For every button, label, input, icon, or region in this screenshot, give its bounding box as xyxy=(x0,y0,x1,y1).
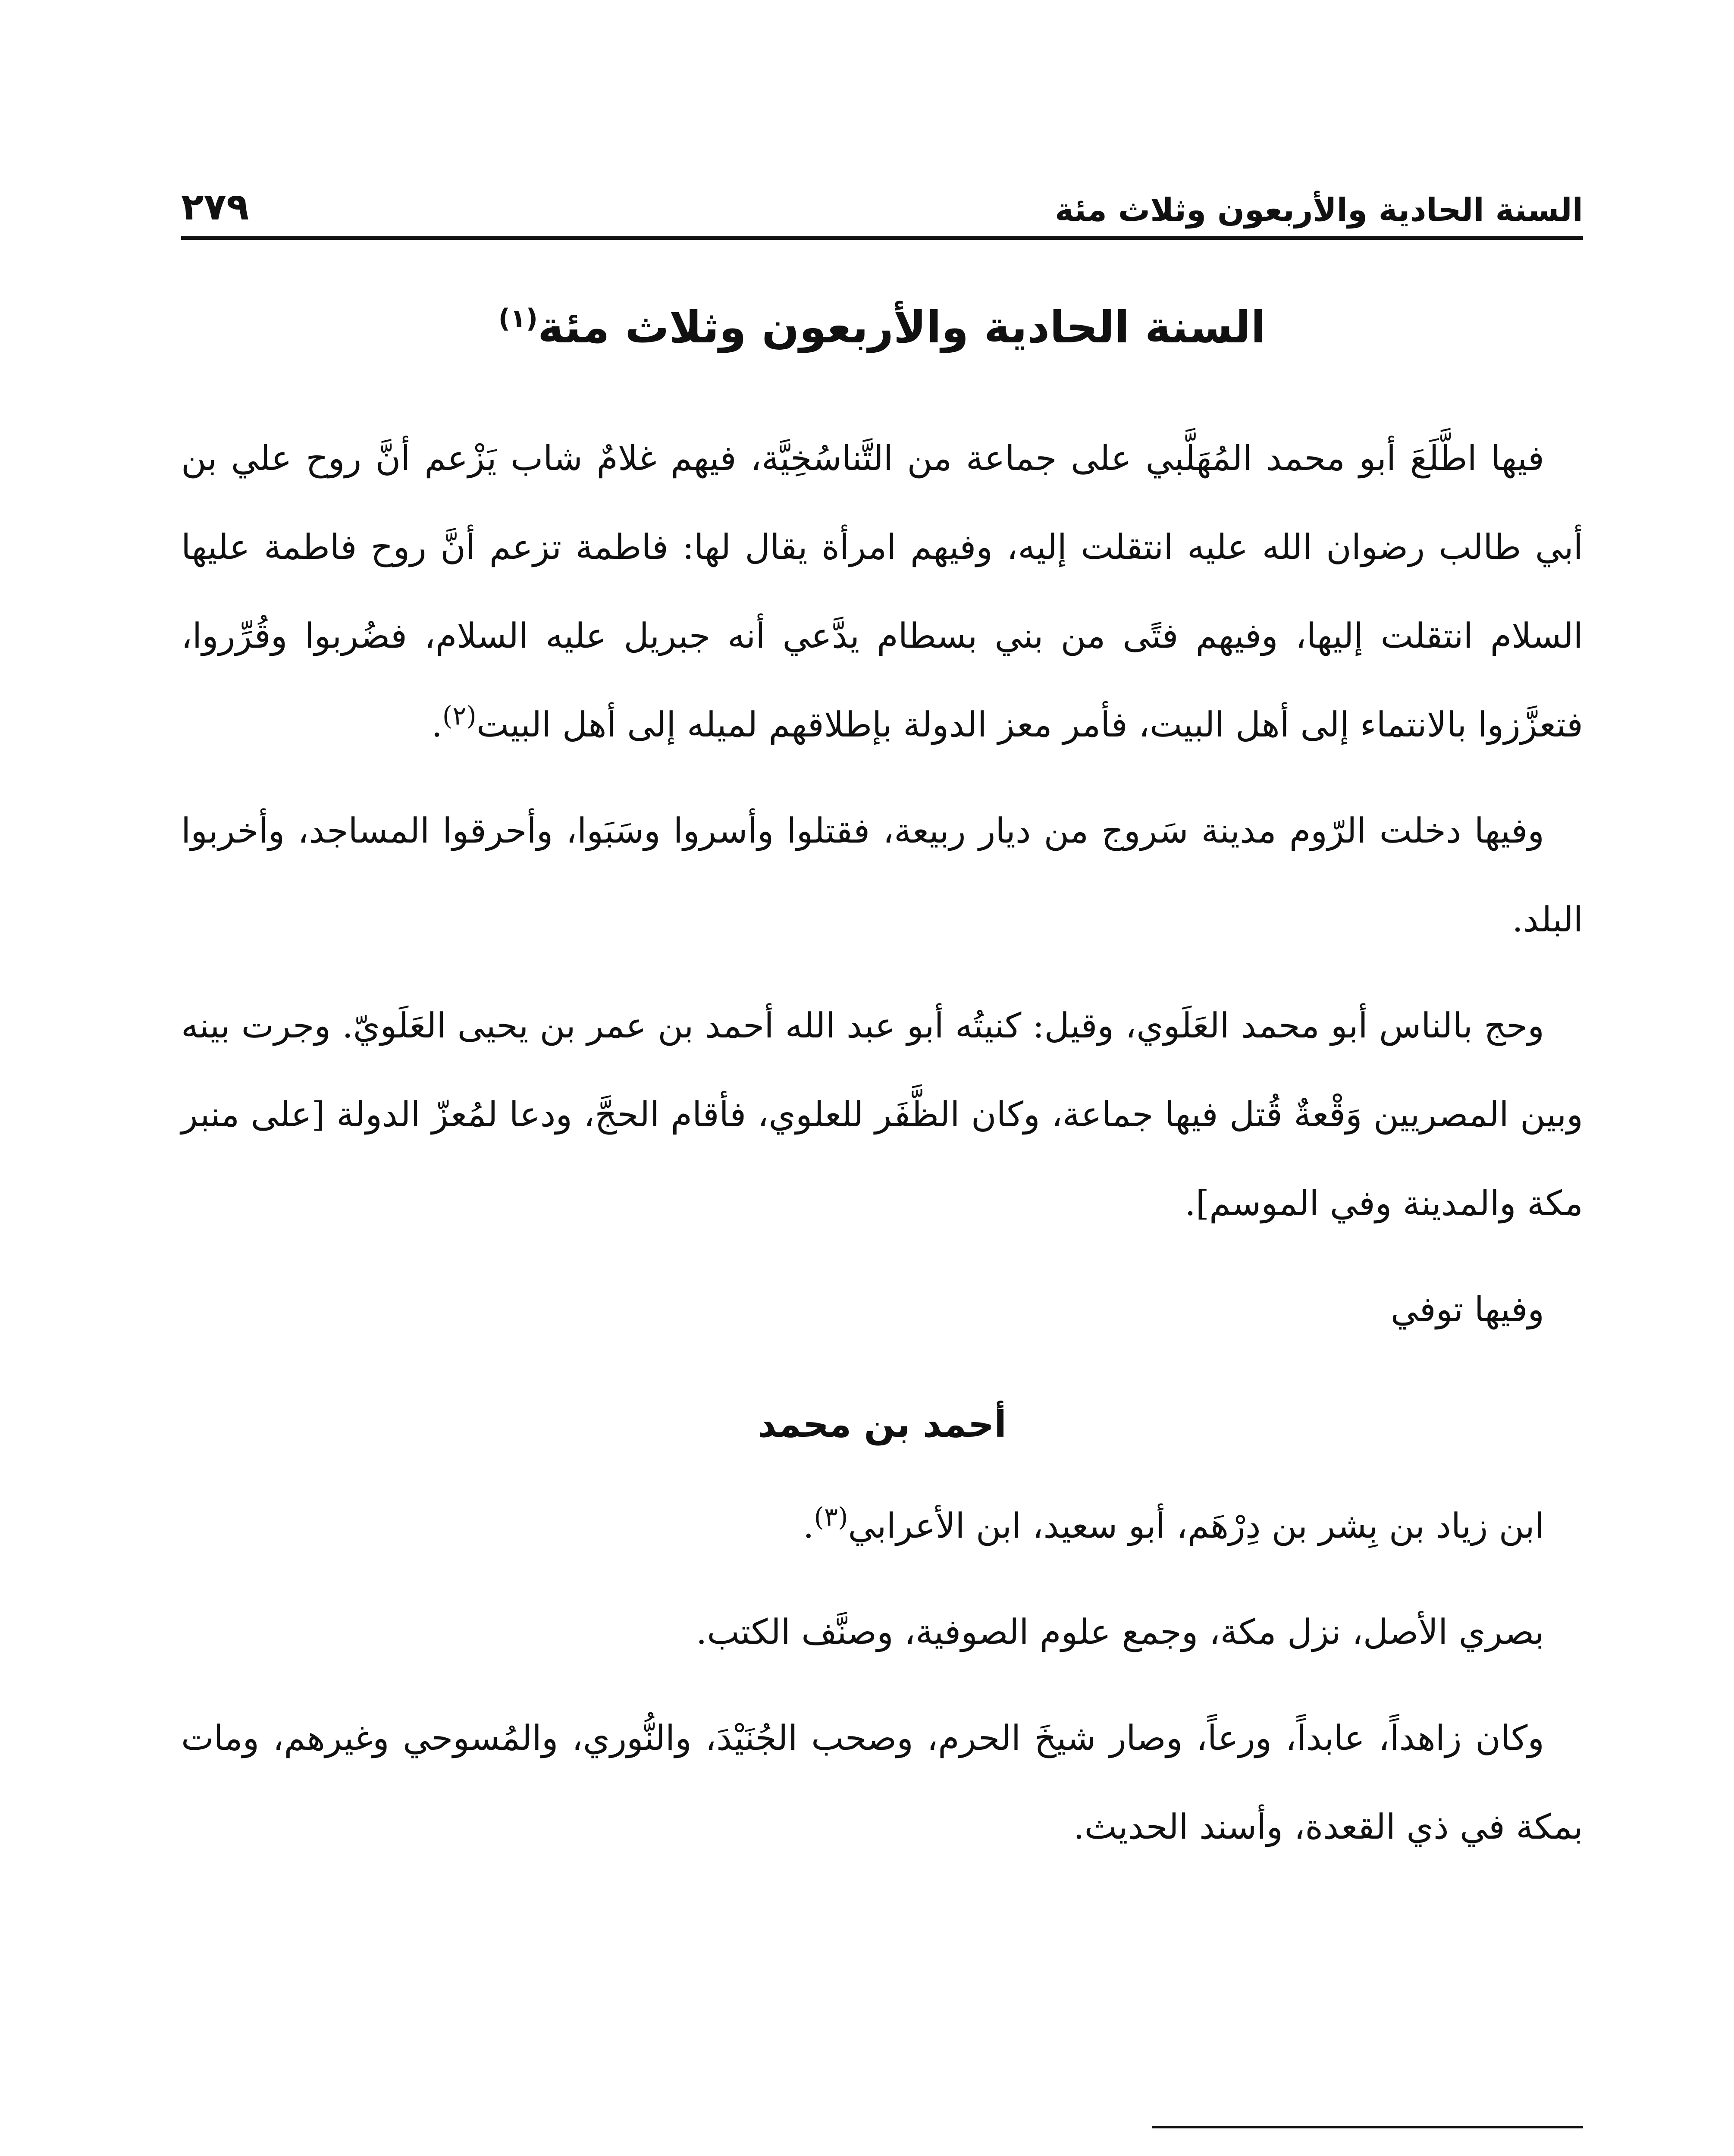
main-text xyxy=(181,414,1583,1889)
running-title: السنة الحادية والأربعون وثلاث مئة xyxy=(1055,191,1583,229)
paragraph-end: . xyxy=(803,1506,814,1546)
chapter-title-text: السنة الحادية والأربعون وثلاث مئة xyxy=(538,302,1266,353)
biography-character: وكان زاهداً، عابداً، ورعاً، وصار شيخَ الحرم، وصحب الجُنَيْدَ، والنُّوري، والمُسوحي وغيرهم، ومات بمكة في ذي القعدة، وأسند الحديث. xyxy=(181,1718,1583,1847)
paragraph-text: ابن زياد بن بِشر بن دِرْهَم، أبو سعيد، ابن الأعرابي xyxy=(848,1506,1544,1546)
footnote-1 xyxy=(181,2145,1583,2156)
paragraph-saruj: وفيها دخلت الرّوم مدينة سَروج من ديار ربيعة، فقتلوا وأسروا وسَبَوا، وأحرقوا المساجد، وأخربوا البلد. xyxy=(181,811,1583,940)
chapter-title-note-ref: (١) xyxy=(498,304,538,334)
footnote-rule xyxy=(1152,2126,1583,2128)
footnotes xyxy=(181,2145,1583,2156)
paragraph-end: . xyxy=(431,705,442,745)
running-header xyxy=(181,164,1583,229)
chapter-title xyxy=(181,302,1583,353)
biography-origin: بصري الأصل، نزل مكة، وجمع علوم الصوفية، وصنَّف الكتب. xyxy=(696,1612,1544,1652)
header-rule xyxy=(181,236,1583,240)
paragraph-deaths: وفيها توفي xyxy=(1390,1289,1544,1329)
paragraph-hajj: وحج بالناس أبو محمد العَلَوي، وقيل: كنيتُه أبو عبد الله أحمد بن عمر بن يحيى العَلَويّ. وجرت بينه وبين المصريين وَقْعةٌ قُتل فيها جماعة، وكان الظَّفَر للعلوي، فأقام الحجَّ، ودعا لمُعزّ الدولة [على منبر مكة والمدينة وفي الموسم]. xyxy=(181,1006,1583,1223)
biography-lineage xyxy=(181,1482,1583,1570)
page-number: ٢٧٩ xyxy=(181,185,249,229)
biography-heading: أحمد بن محمد xyxy=(757,1403,1007,1445)
paragraph-text: فيها اطَّلَعَ أبو محمد المُهَلَّبي على جماعة من التَّناسُخِيَّة، فيهم غلامٌ شاب يَزْعم أنَّ روح علي بن أبي طالب رضوان الله عليه انتقلت إليه، وفيهم امرأة يقال لها: فاطمة تزعم أنَّ روح فاطمة عليها السلام انتقلت إليها، وفيهم فتًى من بني بسطام يدَّعي أنه جبريل عليه السلام، فضُربوا وقُرِّروا، فتعزَّزوا بالانتماء إلى أهل البيت، فأمر معز الدولة بإطلاقهم لميله إلى أهل البيت xyxy=(181,438,1583,745)
footnote-ref-2: (٢) xyxy=(442,701,477,731)
paragraph-tanasukhiyya xyxy=(181,414,1583,769)
footnote-ref-3: (٣) xyxy=(814,1502,848,1532)
